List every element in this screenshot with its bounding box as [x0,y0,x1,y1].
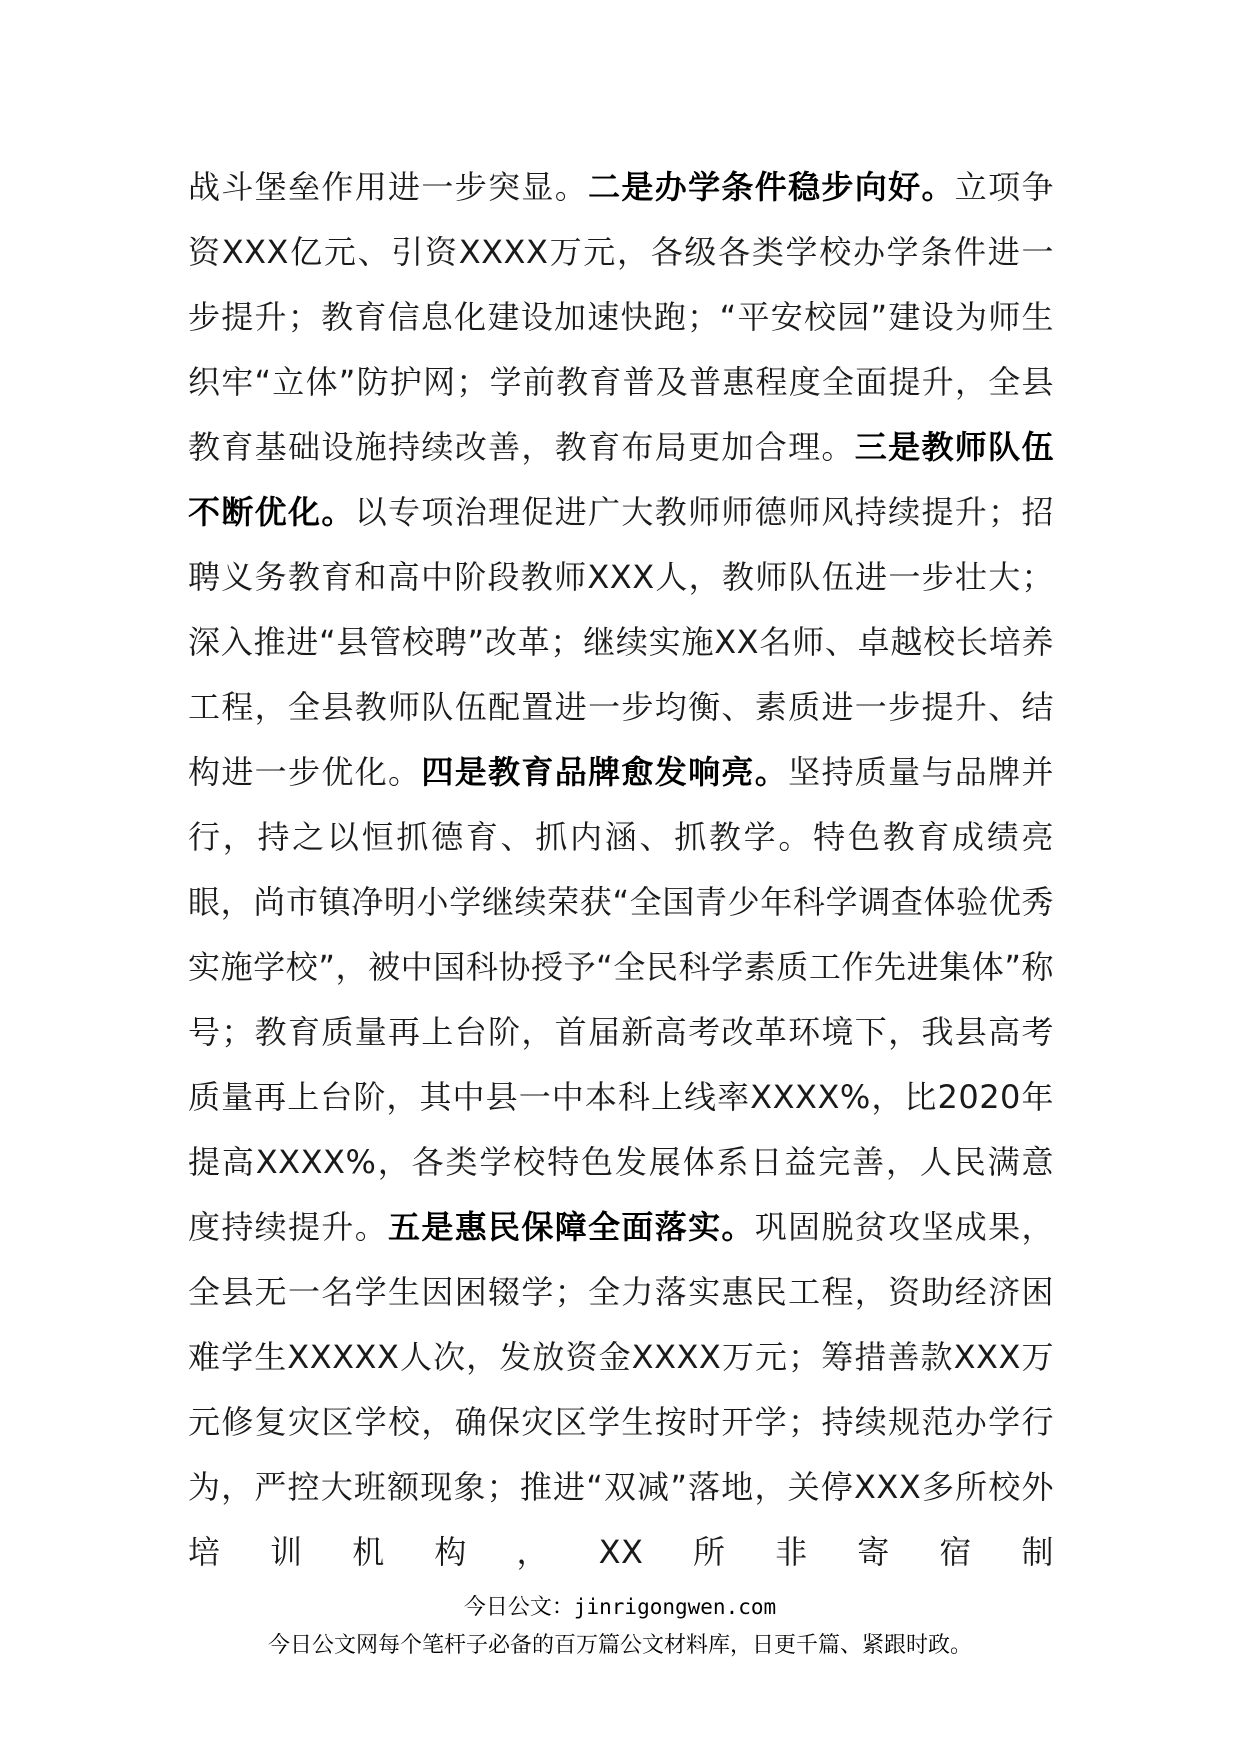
footer-tagline: 今日公文网每个笔杆子必备的百万篇公文材料库，日更千篇、紧跟时政。 [267,1633,972,1658]
text-segment: 战斗堡垒作用进一步突显。 [188,168,589,206]
text-segment: 以专项治理促进广大教师师德师风持续提升；招聘义务教育和高中阶段教师XXX人，教师队伍进一步壮大；深入推进“县管校聘”改革；继续实施XX名师、卓越校长培养工程，全县教师队伍配置进一步均衡、素质进一步提升、结构进一步优化。 [188,493,1054,791]
footer-source [0,1590,1240,1621]
text-segment: 巩固脱贫攻坚成果，全县无一名学生因困辍学；全力落实惠民工程，资助经济困难学生XXXXX人次，发放资金XXXX万元；筹措善款XXX万元修复灾区学校，确保灾区学生按时开学；持续规范办学行为，严控大班额现象；推进“双减”落地，关停XXX多所校外培训机构，XX所非寄宿制 [188,1208,1054,1571]
body-paragraph [188,155,1054,1585]
bold-heading-segment: 五是惠民保障全面落实。 [388,1208,755,1246]
footer-label: 今日公文： [463,1595,574,1620]
text-segment: 立项争资XXX亿元、引资XXXX万元，各级各类学校办学条件进一步提升；教育信息化建设加速快跑；“平安校园”建设为师生织牢“立体”防护网；学前教育普及普惠程度全面提升，全县教育基础设施持续改善，教育布局更加合理。 [188,168,1054,466]
bold-heading-segment: 三是教师队伍不断优化。 [188,428,1054,531]
bold-heading-segment: 二是办学条件稳步向好。 [588,168,955,206]
footer-url[interactable]: jinrigongwen.com [573,1595,777,1619]
bold-heading-segment: 四是教育品牌愈发响亮。 [421,753,789,791]
text-segment: 坚持质量与品牌并行，持之以恒抓德育、抓内涵、抓教学。特色教育成绩亮眼，尚市镇净明小学继续荣获“全国青少年科学调查体验优秀实施学校”，被中国科协授予“全民科学素质工作先进集体”称号；教育质量再上台阶，首届新高考改革环境下，我县高考质量再上台阶，其中县一中本科上线率XXXX%，比2020年提高XXXX%，各类学校特色发展体系日益完善，人民满意度持续提升。 [188,753,1054,1246]
